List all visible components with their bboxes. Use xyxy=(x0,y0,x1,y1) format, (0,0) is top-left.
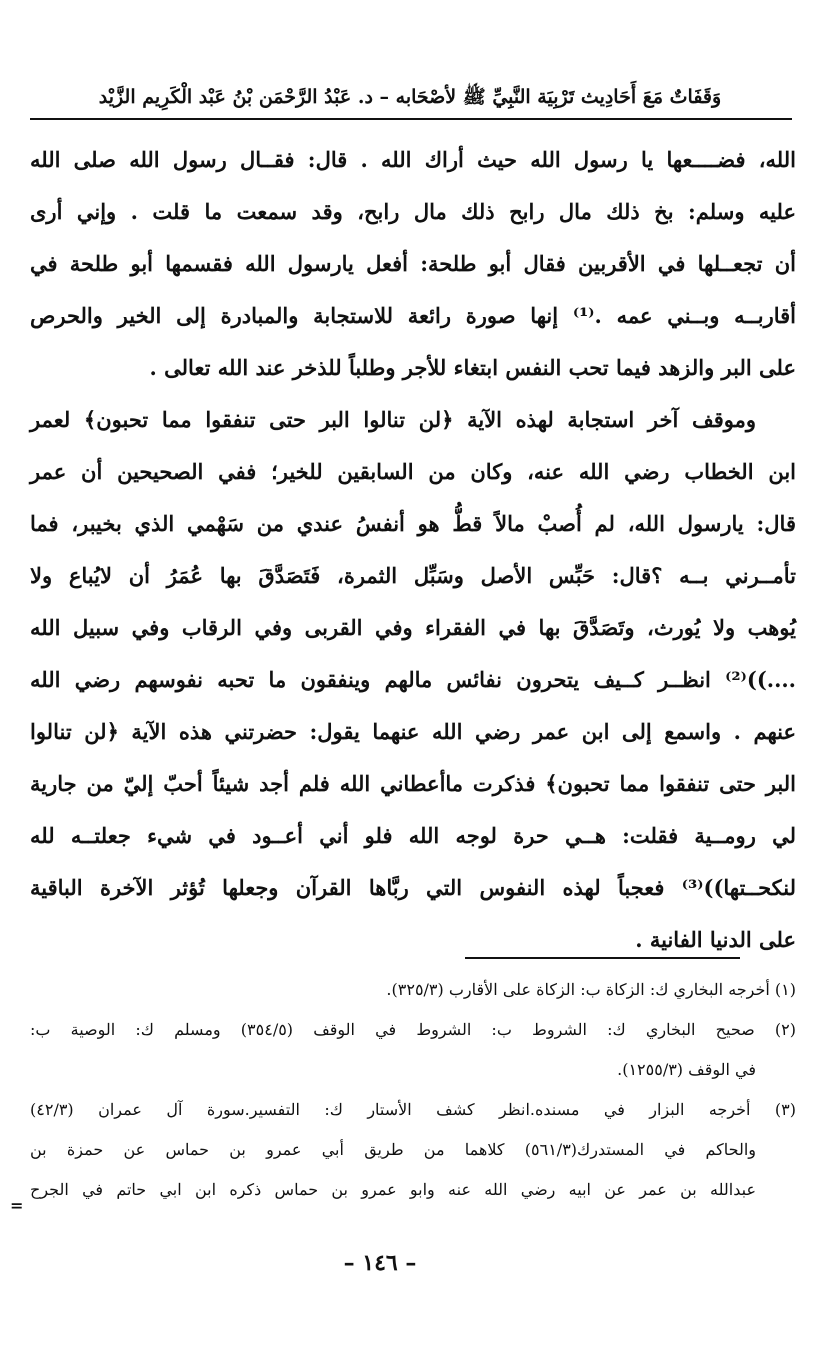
text-line: الله، فضــــعها يا رسول الله حيث أراك الله . قال: فقــال رسول الله صلى الله xyxy=(30,147,796,172)
text-line: أقاربــه وبــني عمه .⁽¹⁾ إنها صورة رائعة للاستجابة والمبادرة إلى الخير والحرص xyxy=(30,303,796,328)
continuation-mark: = xyxy=(10,1196,24,1215)
footnote-2-continuation: في الوقف (١٢٥٥/٣). xyxy=(617,1060,756,1079)
text-line: تأمــرني بــه ؟قال: حَبِّس الأصل وسَبِّل الثمرة، فَتَصَدَّقَ بها عُمَرُ أن لايُباع ولا xyxy=(30,563,796,588)
header-divider xyxy=(30,118,792,120)
text-line: على الدنيا الفانية . xyxy=(635,927,796,952)
footnote-3-continuation: والحاكم في المستدرك(٥٦١/٣) كلاهما من طريق أبي عمرو بن حماس عن حمزة بن xyxy=(30,1140,756,1159)
text-line: لنكحــتها))⁽³⁾ فعجباً لهذه النفوس التي ربَّاها القرآن وجعلها تُؤثر الآخرة الباقية xyxy=(30,875,796,900)
footnote-3: (٣) أخرجه البزار في مسنده.انظر كشف الأستار ك: التفسير.سورة آل عمران (٤٢/٣) xyxy=(30,1100,796,1119)
running-header: وَقَفَاتٌ مَعَ أَحَادِيث تَرْبِيَة النَّبِيِّ ﷺ لأصْحَابه – د. عَبْدُ الرَّحْمَن بْنُ عَبْد الْكَرِيم الزَّيْد xyxy=(98,86,722,108)
text-line: على البر والزهد فيما تحب النفس ابتغاء للأجر وطلباً للذخر عند الله تعالى . xyxy=(149,355,796,380)
text-line: لي رومــية فقلت: هــي حرة لوجه الله فلو أني أعــود في شيء جعلتــه لله xyxy=(30,823,796,848)
text-line: أن تجعــلها في الأقربين فقال أبو طلحة: أفعل يارسول الله فقسمها أبو طلحة في xyxy=(30,251,796,276)
text-line: قال: يارسول الله، لم أُصبْ مالاً قطُّ هو أنفسُ عندي من سَهْمي الذي بخيبر، فما xyxy=(30,511,796,536)
text-line: البر حتى تنفقوا مما تحبون﴾ فذكرت ماأعطاني الله فلم أجد شيئاً أحبّ إليّ من جارية xyxy=(30,771,796,796)
text-line: ابن الخطاب رضي الله عنه، وكان من السابقين للخير؛ ففي الصحيحين أن عمر xyxy=(30,459,796,484)
text-line: وموقف آخر استجابة لهذه الآية ﴿لن تنالوا البر حتى تنفقوا مما تحبون﴾ لعمر xyxy=(30,407,756,432)
text-line: عليه وسلم: بخ ذلك مال رابح ذلك مال رابح، وقد سمعت ما قلت . وإني أرى xyxy=(30,199,796,224)
footnote-divider xyxy=(465,957,740,959)
footnote-1: (١) أخرجه البخاري ك: الزكاة ب: الزكاة على الأقارب (٣٢٥/٣). xyxy=(386,980,796,999)
footnotes xyxy=(30,970,796,1210)
text-line: ....))⁽²⁾ انظــر كــيف يتحرون نفائس مالهم وينفقون ما تحبه نفوسهم رضي الله xyxy=(30,667,796,692)
footnote-3-continuation: عبدالله بن عمر عن ابيه رضي الله عنه وابو عمرو بن حماس ذكره ابن ابي حاتم في الجرح xyxy=(30,1180,757,1199)
text-line: يُوهب ولا يُورث، وتَصَدَّقَ بها في الفقراء وفي القربى وفي الرقاب وفي سبيل الله xyxy=(30,615,796,640)
footnote-2: (٢) صحيح البخاري ك: الشروط ب: الشروط في الوقف (٣٥٤/٥) ومسلم ك: الوصية ب: xyxy=(30,1020,796,1039)
text-line: عنهم . واسمع إلى ابن عمر رضي الله عنهما يقول: حضرتني هذه الآية ﴿لن تنالوا xyxy=(30,719,796,744)
page-number: – ١٤٦ – xyxy=(343,1250,417,1276)
main-text xyxy=(30,134,796,966)
